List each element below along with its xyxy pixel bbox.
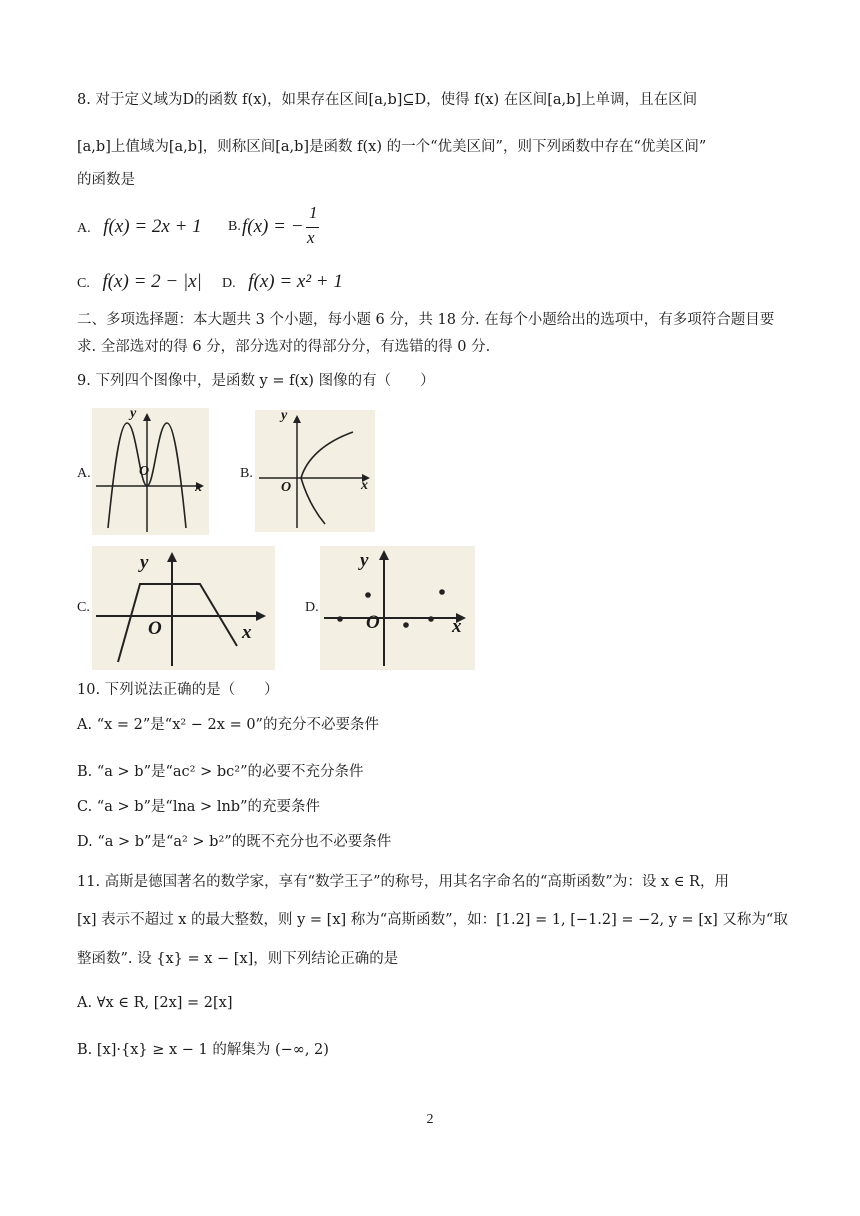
q9-a-axis-y: y <box>130 406 137 421</box>
q9-c-origin: O <box>148 618 162 639</box>
q10-option-b: B. “a > b”是“ac² > bc²”的必要不充分条件 <box>77 764 364 780</box>
q9-d-axis-y: y <box>360 550 369 571</box>
q9-c-axis-x: x <box>242 622 252 643</box>
q11-line-2: [x] 表示不超过 x 的最大整数，则 y = [x] 称为“高斯函数”，如：[1.2] = 1, [−1.2] = −2, y = [x] 又称为“取 <box>77 912 788 928</box>
q9-label-c: C. <box>77 600 90 615</box>
q8-option-c-formula: f(x) = 2 − |x| <box>102 271 202 292</box>
q11-line-3: 整函数”. 设 {x} = x − [x]，则下列结论正确的是 <box>77 951 399 967</box>
q8-option-b-formula: f(x) = − <box>242 216 304 237</box>
q8-option-c <box>77 270 202 296</box>
q11-line-1: 11. 高斯是德国著名的数学家，享有“数学王子”的称号，用其名字命名的“高斯函数”为：设 x ∈ R，用 <box>77 874 729 890</box>
q9-c-axis-y: y <box>140 552 149 573</box>
q9-b-origin: O <box>281 480 292 495</box>
q10-option-a: A. “x = 2”是“x² − 2x = 0”的充分不必要条件 <box>77 717 379 733</box>
q11-option-b: B. [x]·{x} ≥ x − 1 的解集为 (−∞, 2) <box>77 1042 329 1058</box>
section2-line-2: 求. 全部选对的得 6 分，部分选对的得部分分，有选错的得 0 分. <box>77 339 491 355</box>
q8-line-1: 8. 对于定义域为D的函数 f(x)，如果存在区间[a,b]⊆D，使得 f(x) 在区间[a,b]上单调，且在区间 <box>77 92 698 108</box>
q9-a-origin: O <box>139 464 150 479</box>
q11-option-a: A. ∀x ∈ R, [2x] = 2[x] <box>77 995 233 1011</box>
section2-line-1: 二、多项选择题：本大题共 3 个小题，每小题 6 分，共 18 分. 在每个小题给出的选项中，有多项符合题目要 <box>77 312 775 328</box>
q9-label-a: A. <box>77 466 91 481</box>
q8-option-c-label: C. <box>77 276 90 291</box>
q9-d-origin: O <box>366 612 380 633</box>
q9-d-axis-x: x <box>452 616 462 637</box>
q9-graph-a <box>92 408 209 535</box>
q8-option-b-numerator: 1 <box>309 203 318 222</box>
q8-option-b-label: B. <box>228 219 241 234</box>
q8-option-d-label: D. <box>222 276 236 291</box>
q9-stem: 9. 下列四个图像中，是函数 y = f(x) 图像的有（ ） <box>77 373 435 389</box>
page-number: 2 <box>426 1112 434 1127</box>
q9-a-axis-x: x <box>195 480 202 495</box>
q8-option-d <box>222 270 343 296</box>
q10-option-d: D. “a > b”是“a² > b²”的既不充分也不必要条件 <box>77 834 392 850</box>
q9-b-axis-y: y <box>281 408 288 423</box>
q8-option-a <box>77 215 202 241</box>
q9-label-b: B. <box>240 466 253 481</box>
q9-graph-c <box>92 546 275 670</box>
q8-option-a-label: A. <box>77 221 91 236</box>
q8-option-b-denominator: x <box>307 228 315 247</box>
q10-option-c: C. “a > b”是“lna > lnb”的充要条件 <box>77 799 320 815</box>
q10-stem: 10. 下列说法正确的是（ ） <box>77 682 279 698</box>
q9-label-d: D. <box>305 600 319 615</box>
q9-graph-d <box>320 546 475 670</box>
q8-option-d-formula: f(x) = x² + 1 <box>248 271 343 292</box>
q8-option-a-formula: f(x) = 2x + 1 <box>103 216 202 237</box>
q9-graph-b <box>255 410 375 532</box>
q9-b-axis-x: x <box>361 478 368 493</box>
q8-line-3: 的函数是 <box>77 172 135 188</box>
q8-line-2: [a,b]上值域为[a,b]，则称区间[a,b]是函数 f(x) 的一个“优美区间”，则下列函数中存在“优美区间” <box>77 139 707 155</box>
